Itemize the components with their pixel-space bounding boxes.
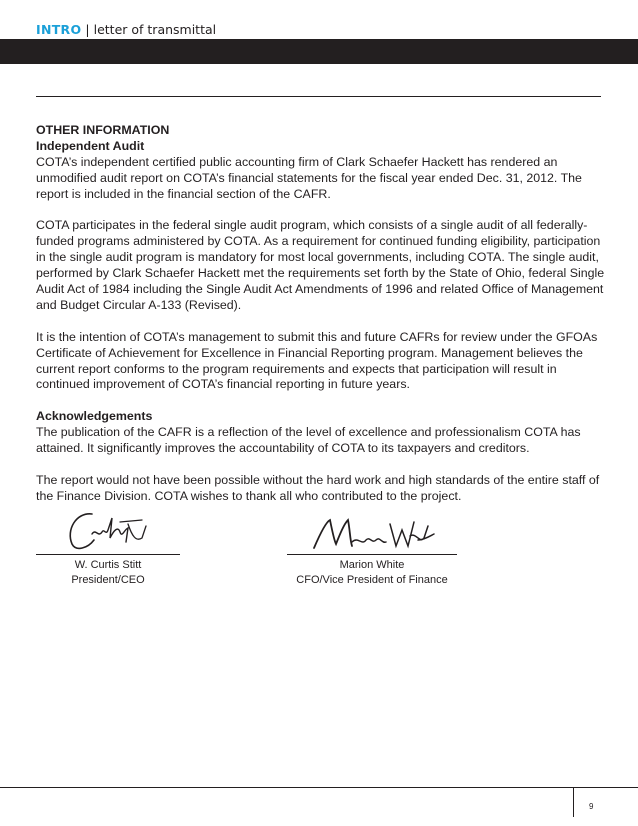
audit-paragraph: COTA’s independent certified public accounting firm of Clark Schaefer Hackett has rendered an unmodified audit report on COTA’s financial statements for the fiscal year ended Dec. 31, 2012. The report is included in the financial section of the CAFR. <box>36 154 582 201</box>
signature-line <box>36 554 180 555</box>
signer-name: Marion White <box>339 559 405 571</box>
signer-title: CFO/Vice President of Finance <box>296 574 448 586</box>
footer-tick <box>573 787 574 817</box>
header-subtitle: letter of transmittal <box>93 22 217 37</box>
signer-title: President/CEO <box>71 574 145 586</box>
marion-white-signature <box>306 514 436 552</box>
thanks-paragraph: The report would not have been possible without the hard work and high standards of the entire staff of the Finance Division. COTA wishes to thank all who contributed to the project. <box>36 472 600 503</box>
single-audit-paragraph: COTA participates in the federal single audit program, which consists of a single audit of all federally-funded programs administered by COTA. As a requirement for continued funding eligibility, participation in the single audit program is mandatory for most local governments, including COTA. The single audit, performed by Clark Schaefer Hackett met the requirements set forth by the State of Ohio, federal Single Audit Act of 1984 including the Single Audit Act Amendments of 1996 and related Office of Management and Budget Circular A-133 (Revised). <box>36 218 605 312</box>
acknowledgements-heading: Acknowledgements <box>36 409 153 424</box>
signature-block-ceo <box>36 554 180 588</box>
curtis-stitt-signature <box>62 508 150 554</box>
section-label: INTRO <box>36 22 82 37</box>
acknowledgement-paragraph: The publication of the CAFR is a reflection of the level of excellence and professionalism COTA has attained. It significantly improves the accountability of COTA to its taxpayers and creditors. <box>36 425 581 456</box>
signature-line <box>287 554 457 555</box>
independent-audit-heading: Independent Audit <box>36 138 145 153</box>
page-number: 9 <box>589 802 594 811</box>
header-band <box>0 39 638 64</box>
signature-block-cfo <box>287 554 457 588</box>
footer-divider <box>0 787 638 788</box>
top-divider <box>36 96 601 97</box>
gfoa-paragraph: It is the intention of COTA’s management to submit this and future CAFRs for review under the GFOAs Certificate of Achievement for Excellence in Financial Reporting program. Management believes the current report conforms to the program requirements and expects that participation will result in continued improvement of COTA’s financial reporting in future years. <box>36 329 598 392</box>
other-information-heading: OTHER INFORMATION <box>36 123 170 137</box>
header-separator: | <box>85 22 90 37</box>
running-header <box>36 22 216 37</box>
signer-name: W. Curtis Stitt <box>74 559 142 571</box>
letter-body <box>36 123 606 505</box>
